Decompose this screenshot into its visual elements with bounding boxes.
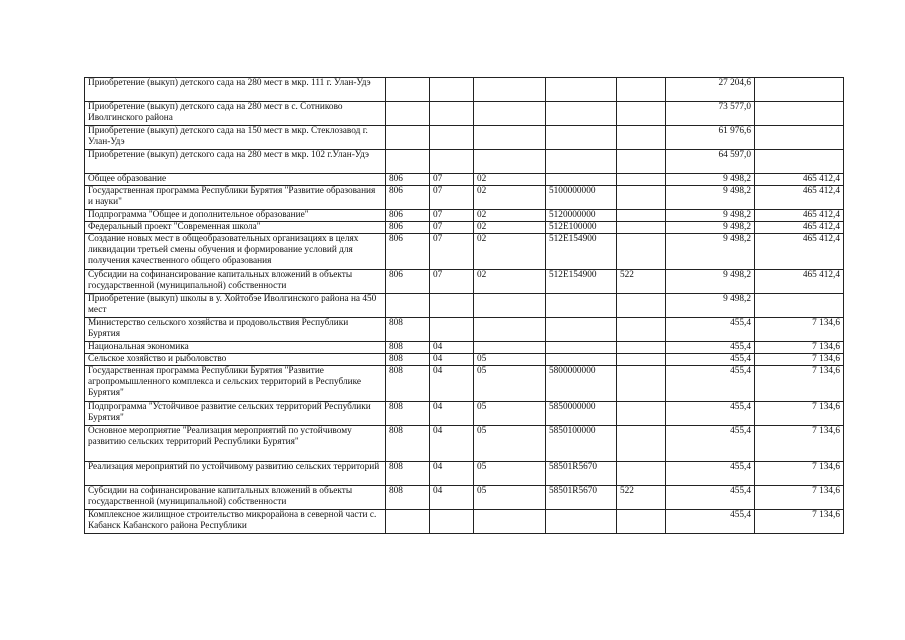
cell-subsection xyxy=(474,102,546,126)
table-row xyxy=(85,366,844,402)
table-row xyxy=(85,426,844,462)
table-row xyxy=(85,150,844,174)
cell-grbs: 808 xyxy=(386,402,430,426)
cell-target-article xyxy=(546,354,617,366)
table-row xyxy=(85,210,844,222)
cell-subsection: 05 xyxy=(474,366,546,402)
cell-subsection: 05 xyxy=(474,426,546,462)
table-row xyxy=(85,234,844,270)
cell-sum-2: 465 412,4 xyxy=(755,186,844,210)
cell-name: Приобретение (выкуп) детского сада на 280 мест в мкр. 102 г.Улан-Удэ xyxy=(85,150,386,174)
cell-target-article: 5800000000 xyxy=(546,366,617,402)
cell-name: Национальная экономика xyxy=(85,342,386,354)
table-row xyxy=(85,462,844,486)
cell-target-article: 5120000000 xyxy=(546,210,617,222)
cell-target-article: 512E154900 xyxy=(546,234,617,270)
cell-name: Приобретение (выкуп) детского сада на 280 мест в мкр. 111 г. Улан-Удэ xyxy=(85,78,386,102)
cell-grbs: 808 xyxy=(386,342,430,354)
cell-sum-1: 61 976,6 xyxy=(666,126,755,150)
cell-expense-type xyxy=(617,294,666,318)
table-row xyxy=(85,318,844,342)
cell-name: Государственная программа Республики Бурятия "Развитие образования и науки" xyxy=(85,186,386,210)
cell-sum-2: 7 134,6 xyxy=(755,486,844,510)
cell-name: Субсидии на софинансирование капитальных вложений в объекты государственной (муниципальной) собственности xyxy=(85,270,386,294)
cell-expense-type xyxy=(617,510,666,534)
cell-grbs xyxy=(386,102,430,126)
cell-section: 04 xyxy=(430,402,474,426)
cell-subsection: 02 xyxy=(474,210,546,222)
cell-subsection: 05 xyxy=(474,486,546,510)
cell-expense-type: 522 xyxy=(617,270,666,294)
cell-section: 07 xyxy=(430,174,474,186)
cell-name: Подпрограмма "Устойчивое развитие сельских территорий Республики Бурятия" xyxy=(85,402,386,426)
cell-subsection xyxy=(474,150,546,174)
cell-sum-2 xyxy=(755,78,844,102)
cell-expense-type xyxy=(617,78,666,102)
cell-sum-2 xyxy=(755,294,844,318)
cell-target-article: 58501R5670 xyxy=(546,462,617,486)
cell-grbs xyxy=(386,78,430,102)
cell-section: 07 xyxy=(430,234,474,270)
cell-grbs: 806 xyxy=(386,234,430,270)
cell-subsection: 02 xyxy=(474,222,546,234)
cell-target-article xyxy=(546,102,617,126)
cell-name: Государственная программа Республики Бурятия "Развитие агропромышленного комплекса и сельских территорий в Республике Бурятия" xyxy=(85,366,386,402)
cell-sum-2: 465 412,4 xyxy=(755,270,844,294)
cell-subsection xyxy=(474,510,546,534)
cell-sum-2 xyxy=(755,102,844,126)
cell-grbs: 806 xyxy=(386,270,430,294)
table-row xyxy=(85,102,844,126)
table-body xyxy=(85,78,844,534)
cell-section: 04 xyxy=(430,462,474,486)
cell-expense-type xyxy=(617,342,666,354)
cell-expense-type xyxy=(617,126,666,150)
cell-section xyxy=(430,318,474,342)
cell-expense-type xyxy=(617,150,666,174)
cell-grbs xyxy=(386,510,430,534)
cell-name: Министерство сельского хозяйства и продовольствия Республики Бурятия xyxy=(85,318,386,342)
table-row xyxy=(85,270,844,294)
cell-sum-1: 9 498,2 xyxy=(666,210,755,222)
cell-grbs xyxy=(386,126,430,150)
table-row xyxy=(85,174,844,186)
cell-sum-2 xyxy=(755,150,844,174)
cell-grbs xyxy=(386,150,430,174)
cell-expense-type xyxy=(617,426,666,462)
cell-name: Создание новых мест в общеобразовательных организациях в целях ликвидации третьей смены обучения и формирование условий для получения качественного общего образования xyxy=(85,234,386,270)
cell-expense-type xyxy=(617,402,666,426)
cell-sum-1: 455,4 xyxy=(666,462,755,486)
cell-grbs: 808 xyxy=(386,426,430,462)
cell-expense-type xyxy=(617,174,666,186)
cell-grbs: 806 xyxy=(386,222,430,234)
cell-name: Общее образование xyxy=(85,174,386,186)
cell-section: 04 xyxy=(430,486,474,510)
cell-expense-type xyxy=(617,102,666,126)
cell-sum-2: 7 134,6 xyxy=(755,510,844,534)
cell-section xyxy=(430,78,474,102)
cell-sum-1: 455,4 xyxy=(666,318,755,342)
table-row xyxy=(85,402,844,426)
cell-name: Реализация мероприятий по устойчивому развитию сельских территорий xyxy=(85,462,386,486)
cell-sum-1: 455,4 xyxy=(666,486,755,510)
cell-target-article xyxy=(546,342,617,354)
cell-target-article xyxy=(546,174,617,186)
cell-grbs: 806 xyxy=(386,210,430,222)
cell-expense-type xyxy=(617,354,666,366)
cell-subsection: 05 xyxy=(474,402,546,426)
cell-section: 04 xyxy=(430,366,474,402)
table-row xyxy=(85,294,844,318)
cell-sum-1: 455,4 xyxy=(666,366,755,402)
cell-target-article: 512E100000 xyxy=(546,222,617,234)
table-row xyxy=(85,126,844,150)
cell-section: 07 xyxy=(430,186,474,210)
cell-expense-type xyxy=(617,210,666,222)
cell-grbs: 808 xyxy=(386,486,430,510)
cell-sum-1: 27 204,6 xyxy=(666,78,755,102)
cell-sum-1: 9 498,2 xyxy=(666,186,755,210)
table-row xyxy=(85,222,844,234)
cell-sum-2: 465 412,4 xyxy=(755,174,844,186)
cell-name: Приобретение (выкуп) школы в у. Хойтобэе Иволгинского района на 450 мест xyxy=(85,294,386,318)
table-row xyxy=(85,510,844,534)
cell-sum-1: 9 498,2 xyxy=(666,222,755,234)
cell-subsection: 05 xyxy=(474,462,546,486)
cell-section: 04 xyxy=(430,426,474,462)
cell-expense-type xyxy=(617,318,666,342)
cell-sum-1: 9 498,2 xyxy=(666,294,755,318)
cell-name: Сельское хозяйство и рыболовство xyxy=(85,354,386,366)
cell-sum-1: 9 498,2 xyxy=(666,234,755,270)
cell-grbs: 806 xyxy=(386,186,430,210)
cell-target-article: 5100000000 xyxy=(546,186,617,210)
cell-expense-type xyxy=(617,366,666,402)
cell-subsection: 02 xyxy=(474,174,546,186)
cell-grbs: 808 xyxy=(386,318,430,342)
cell-sum-2: 7 134,6 xyxy=(755,318,844,342)
cell-subsection xyxy=(474,294,546,318)
cell-sum-2: 7 134,6 xyxy=(755,354,844,366)
table-row xyxy=(85,486,844,510)
cell-sum-2: 465 412,4 xyxy=(755,222,844,234)
cell-subsection xyxy=(474,126,546,150)
cell-sum-1: 455,4 xyxy=(666,510,755,534)
cell-section: 07 xyxy=(430,270,474,294)
cell-target-article xyxy=(546,150,617,174)
cell-sum-1: 73 577,0 xyxy=(666,102,755,126)
cell-sum-2: 7 134,6 xyxy=(755,462,844,486)
cell-subsection xyxy=(474,318,546,342)
cell-target-article xyxy=(546,126,617,150)
cell-section xyxy=(430,150,474,174)
cell-target-article xyxy=(546,294,617,318)
cell-sum-2: 7 134,6 xyxy=(755,426,844,462)
cell-subsection: 05 xyxy=(474,354,546,366)
cell-sum-1: 9 498,2 xyxy=(666,174,755,186)
cell-sum-2 xyxy=(755,126,844,150)
cell-expense-type xyxy=(617,186,666,210)
cell-section xyxy=(430,510,474,534)
cell-grbs: 806 xyxy=(386,174,430,186)
cell-sum-2: 465 412,4 xyxy=(755,234,844,270)
cell-target-article: 58501R5670 xyxy=(546,486,617,510)
cell-name: Приобретение (выкуп) детского сада на 280 мест в с. Сотниково Иволгинского района xyxy=(85,102,386,126)
cell-subsection xyxy=(474,342,546,354)
cell-expense-type: 522 xyxy=(617,486,666,510)
table-row xyxy=(85,342,844,354)
cell-section: 04 xyxy=(430,342,474,354)
cell-grbs: 808 xyxy=(386,462,430,486)
budget-table xyxy=(84,77,844,534)
cell-name: Федеральный проект "Современная школа" xyxy=(85,222,386,234)
cell-grbs: 808 xyxy=(386,366,430,402)
cell-sum-2: 7 134,6 xyxy=(755,366,844,402)
cell-sum-1: 455,4 xyxy=(666,426,755,462)
cell-sum-1: 64 597,0 xyxy=(666,150,755,174)
cell-expense-type xyxy=(617,234,666,270)
cell-section xyxy=(430,126,474,150)
cell-grbs xyxy=(386,294,430,318)
cell-sum-1: 455,4 xyxy=(666,342,755,354)
cell-target-article: 512E154900 xyxy=(546,270,617,294)
cell-target-article xyxy=(546,510,617,534)
cell-subsection: 02 xyxy=(474,270,546,294)
cell-section: 04 xyxy=(430,354,474,366)
table-row xyxy=(85,186,844,210)
cell-name: Комплексное жилищное строительство микрорайона в северной части с. Кабанск Кабанского района Республики xyxy=(85,510,386,534)
cell-subsection: 02 xyxy=(474,186,546,210)
cell-target-article xyxy=(546,318,617,342)
table-row xyxy=(85,354,844,366)
cell-section xyxy=(430,294,474,318)
cell-sum-2: 7 134,6 xyxy=(755,342,844,354)
cell-expense-type xyxy=(617,462,666,486)
cell-target-article xyxy=(546,78,617,102)
cell-name: Приобретение (выкуп) детского сада на 150 мест в мкр. Стеклозавод г. Улан-Удэ xyxy=(85,126,386,150)
cell-name: Подпрограмма "Общее и дополнительное образование" xyxy=(85,210,386,222)
cell-target-article: 5850000000 xyxy=(546,402,617,426)
cell-sum-1: 455,4 xyxy=(666,354,755,366)
cell-target-article: 5850100000 xyxy=(546,426,617,462)
cell-section: 07 xyxy=(430,210,474,222)
cell-sum-1: 9 498,2 xyxy=(666,270,755,294)
cell-name: Основное мероприятие "Реализация мероприятий по устойчивому развитию сельских территорий Республики Бурятия" xyxy=(85,426,386,462)
cell-subsection: 02 xyxy=(474,234,546,270)
cell-section xyxy=(430,102,474,126)
cell-expense-type xyxy=(617,222,666,234)
cell-sum-1: 455,4 xyxy=(666,402,755,426)
table-row xyxy=(85,78,844,102)
cell-section: 07 xyxy=(430,222,474,234)
cell-grbs: 808 xyxy=(386,354,430,366)
cell-sum-2: 465 412,4 xyxy=(755,210,844,222)
cell-sum-2: 7 134,6 xyxy=(755,402,844,426)
cell-subsection xyxy=(474,78,546,102)
cell-name: Субсидии на софинансирование капитальных вложений в объекты государственной (муниципальной) собственности xyxy=(85,486,386,510)
